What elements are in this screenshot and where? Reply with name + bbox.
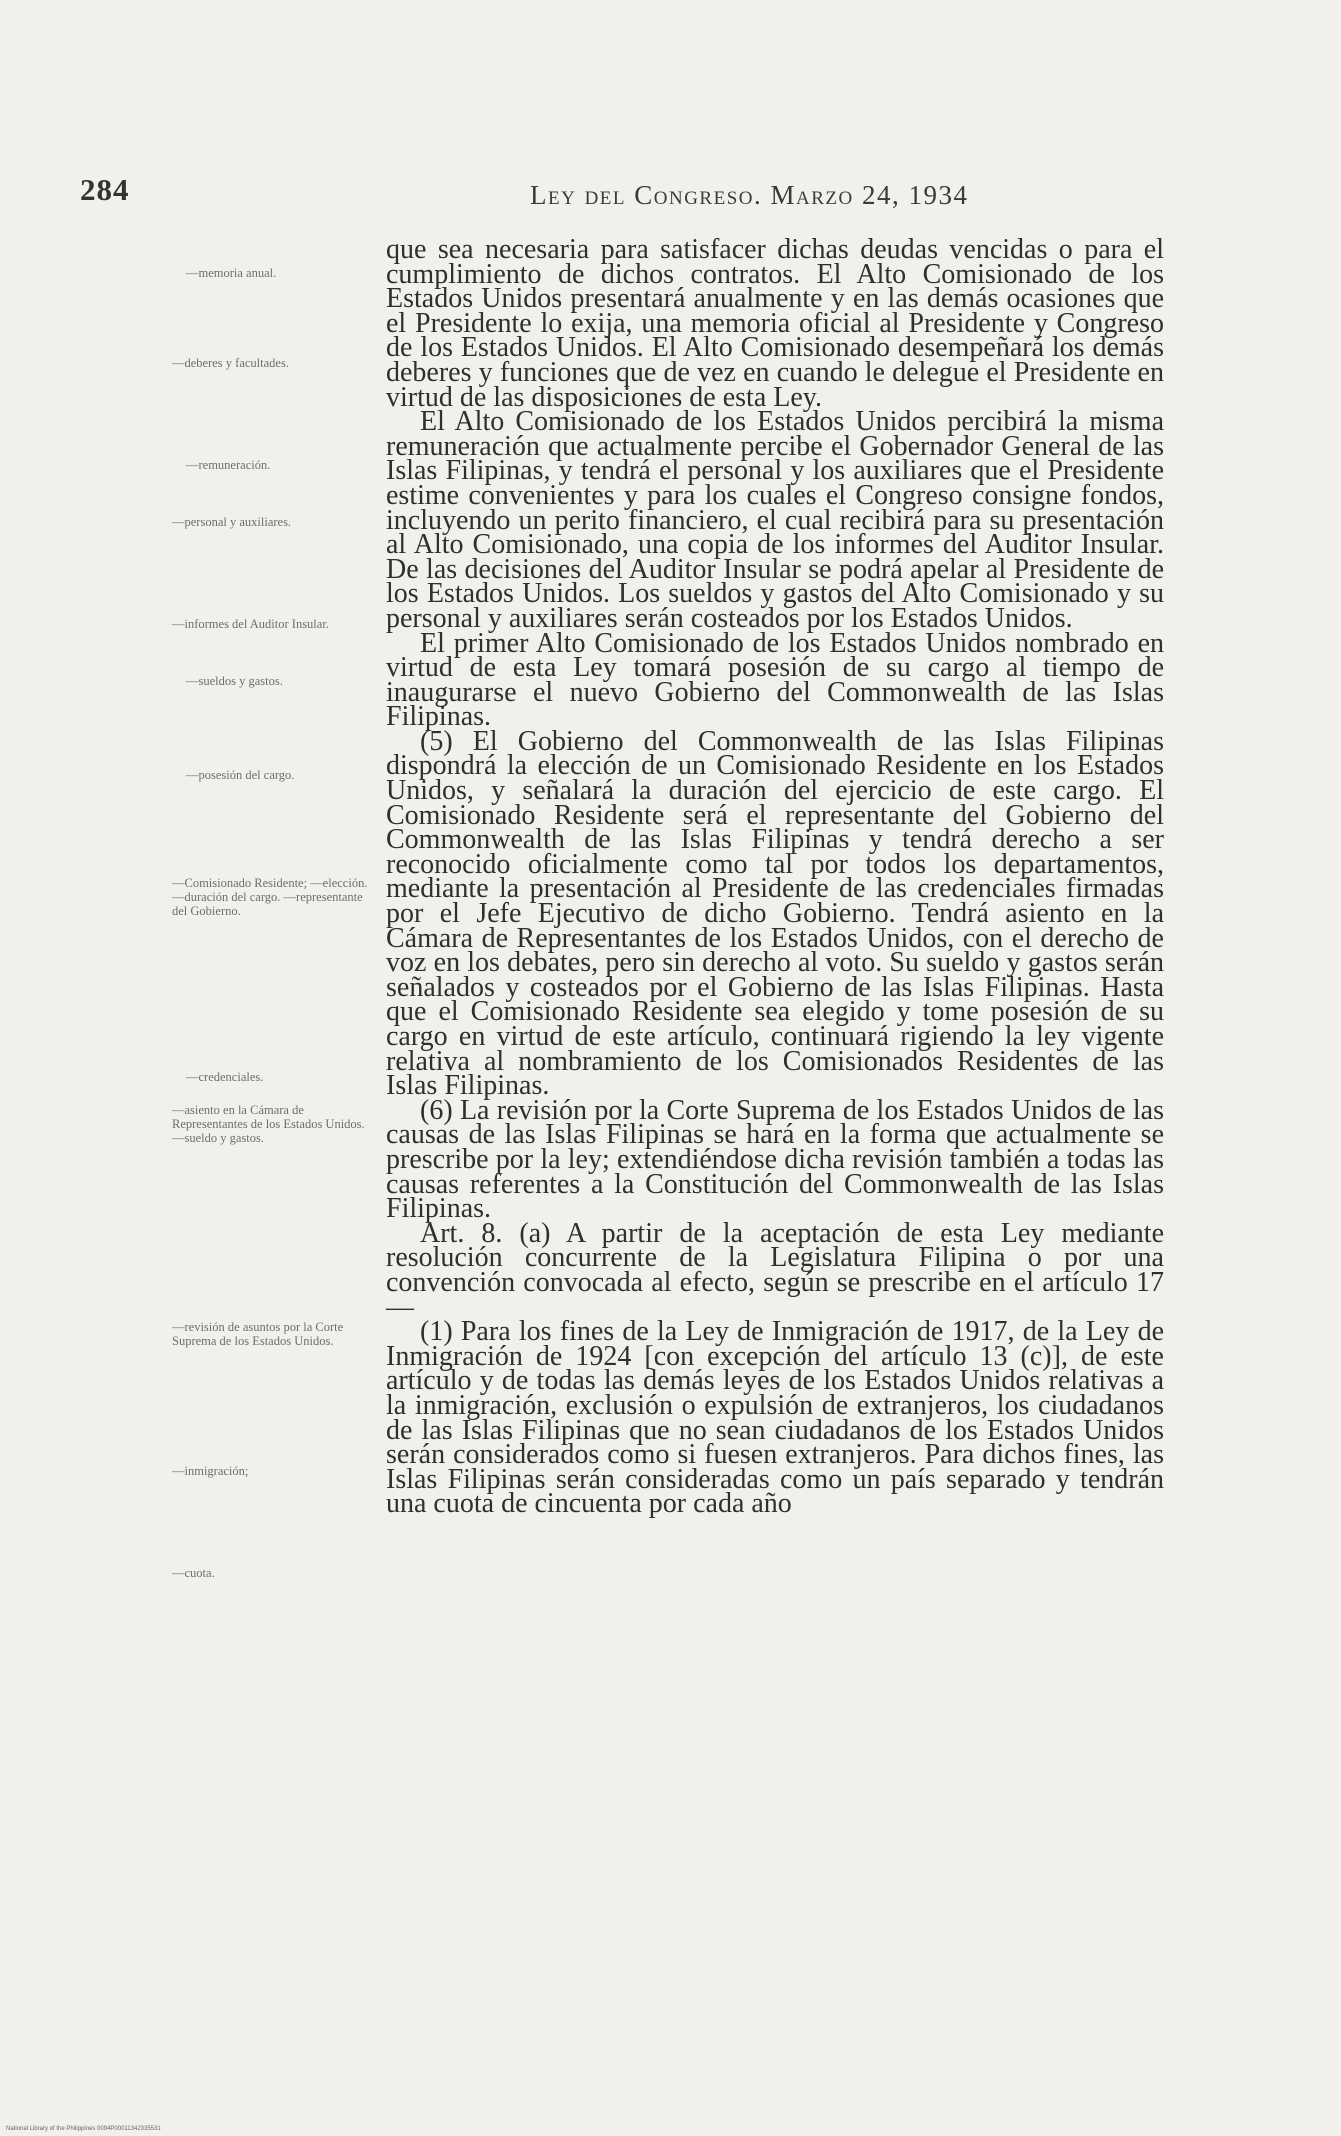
page-number: 284 [80, 172, 130, 207]
paragraph: Art. 8. (a) A partir de la aceptación de esta Ley mediante resolución concurrente de la Legislatura Filipina o por una convención convocada al efecto, según se prescribe en el artículo 17— [386, 1217, 1164, 1323]
paragraph: (5) El Gobierno del Commonwealth de las Islas Filipinas dispondrá la elección de un Comisionado Residente en los Estados Unidos, y señalará la duración del ejercicio de este cargo. El Comisionado Residente será el representante del Gobierno del Commonwealth de las Islas Filipinas y tendrá derecho a ser reconocido oficialmente como tal por todos los departamentos, mediante la presentación al Presidente de las credenciales firmadas por el Jefe Ejecutivo de dicho Gobierno. Tendrá asiento en la Cámara de Representantes de los Estados Unidos, con el derecho de voz en los debates, pero sin derecho al voto. Su sueldo y gastos serán señalados y costeados por el Gobierno de las Islas Filipinas. Hasta que el Comisionado Residente sea elegido y tome posesión de su cargo en virtud de este artículo, continuará rigiendo la ley vigente relativa al nombramiento de los Comisionados Residentes de las Islas Filipinas. [386, 725, 1164, 1102]
margin-note: —personal y auxiliares. [172, 515, 292, 529]
body-text [386, 234, 1164, 1520]
paragraph: (6) La revisión por la Corte Suprema de los Estados Unidos de las causas de las Islas Filipinas se hará en la forma que actualmente se prescribe por la ley; extendiéndose dicha revisión también a todas las causas referentes a la Constitución del Commonwealth de las Islas Filipinas. [386, 1094, 1164, 1225]
margin-note: —posesión del cargo. [186, 768, 295, 782]
scan-footer: National Library of the Philippines 0094P00011342335531 [6, 2126, 161, 2132]
margin-note: —deberes y facultades. [172, 356, 289, 370]
margin-note: —cuota. [172, 1566, 215, 1580]
margin-note: —revisión de asuntos por la Corte Suprema de los Estados Unidos. [172, 1320, 344, 1348]
margin-note: —remuneración. [186, 458, 271, 472]
margin-note: —informes del Auditor Insular. [172, 617, 329, 631]
margin-note: —asiento en la Cámara de Representantes de los Estados Unidos. —sueldo y gastos. [172, 1103, 365, 1145]
margin-note: —credenciales. [186, 1070, 264, 1084]
paragraph: El Alto Comisionado de los Estados Unidos percibirá la misma remuneración que actualmente percibe el Gobernador General de las Islas Filipinas, y tendrá el personal y los auxiliares que el Presidente estime convenientes y para los cuales el Congreso consigne fondos, incluyendo un perito financiero, el cual recibirá para su presentación al Alto Comisionado, una copia de los informes del Auditor Insular. De las decisiones del Auditor Insular se podrá apelar al Presidente de los Estados Unidos. Los sueldos y gastos del Alto Comisionado y su personal y auxiliares serán costeados por los Estados Unidos. [386, 406, 1164, 634]
paragraph: que sea necesaria para satisfacer dichas deudas vencidas o para el cumplimiento de dichos contratos. El Alto Comisionado de los Estados Unidos presentará anualmente y en las demás ocasiones que el Presidente lo exija, una memoria oficial al Presidente y Congreso de los Estados Unidos. El Alto Comisionado desempeñará los demás deberes y funciones que de vez en cuando le delegue el Presidente en virtud de las disposiciones de esta Ley. [386, 234, 1164, 413]
margin-note: —Comisionado Residente; —elección. —duración del cargo. —representante del Gobierno. [172, 876, 368, 918]
margin-note: —inmigración; [172, 1464, 249, 1478]
paragraph: El primer Alto Comisionado de los Estados Unidos nombrado en virtud de esta Ley tomará posesión de su cargo al tiempo de inaugurarse el nuevo Gobierno del Commonwealth de las Islas Filipinas. [386, 627, 1164, 733]
margin-note: —sueldos y gastos. [186, 674, 283, 688]
paragraph: (1) Para los fines de la Ley de Inmigración de 1917, de la Ley de Inmigración de 1924 [con excepción del artículo 13 (c)], de este artículo y de todas las demás leyes de los Estados Unidos relativas a la inmigración, exclusión o expulsión de extranjeros, los ciudadanos de las Islas Filipinas que no sean ciudadanos de los Estados Unidos serán considerados como si fuesen extranjeros. Para dichos fines, las Islas Filipinas serán consideradas como un país separado y tendrán una cuota de cincuenta por cada año [386, 1316, 1164, 1520]
margin-note: —memoria anual. [186, 266, 277, 280]
running-head: Ley del Congreso. Marzo 24, 1934 [530, 180, 969, 210]
